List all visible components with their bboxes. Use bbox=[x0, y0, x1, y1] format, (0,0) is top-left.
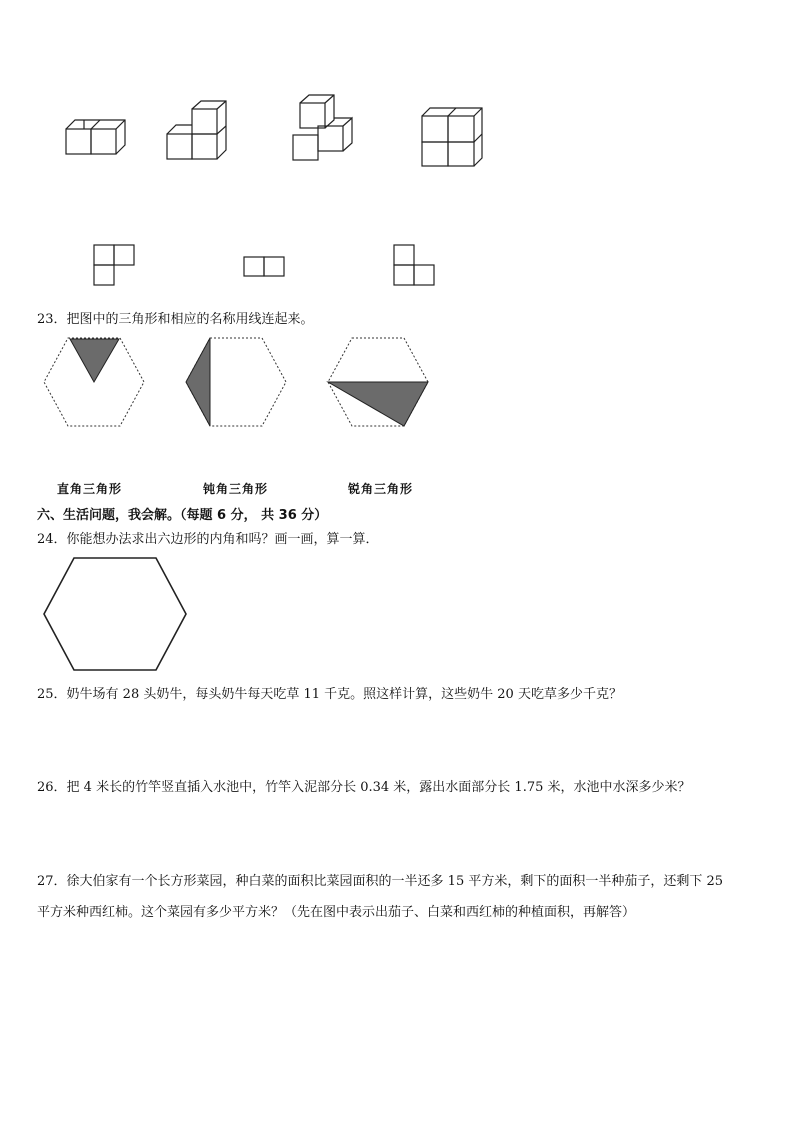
label-right-triangle: 直角三角形 bbox=[57, 482, 123, 496]
section-6-heading: 六、生活问题，我会解。（每题 6 分， 共 36 分） bbox=[37, 508, 328, 523]
question-26: 26．把 4 米长的竹竿竖直插入水池中，竹竿入泥部分长 0.34 米，露出水面部分长 1.75 米，水池中水深多少米？ bbox=[37, 780, 691, 795]
question-24: 24．你能想办法求出六边形的内角和吗？画一画，算一算． bbox=[37, 532, 379, 547]
hexagon-triangle-3 bbox=[326, 336, 430, 428]
cube-figure-4 bbox=[418, 104, 488, 169]
view-figure-2 bbox=[243, 256, 288, 278]
cube-figure-1 bbox=[60, 110, 130, 160]
label-obtuse-triangle: 钝角三角形 bbox=[203, 482, 269, 496]
question-23: 23．把图中的三角形和相应的名称用线连起来。 bbox=[37, 312, 314, 327]
cube-figure-2 bbox=[162, 100, 232, 165]
view-figure-1 bbox=[93, 244, 138, 289]
hexagon-triangle-1 bbox=[42, 336, 146, 428]
question-27-line2: 平方米种西红柿。这个菜园有多少平方米？（先在图中表示出茄子、白菜和西红柿的种植面积，再解答） bbox=[37, 905, 636, 920]
question-27-line1: 27．徐大伯家有一个长方形菜园，种白菜的面积比菜园面积的一半还多 15 平方米，剩下的面积一半种茄子，还剩下 25 bbox=[37, 874, 724, 889]
hexagon-triangle-2 bbox=[184, 336, 288, 428]
hexagon-figure bbox=[40, 556, 190, 674]
view-figure-3 bbox=[393, 244, 438, 289]
cube-figure-3 bbox=[290, 94, 365, 164]
question-25: 25．奶牛场有 28 头奶牛，每头奶牛每天吃草 11 千克。照这样计算，这些奶牛 20 天吃草多少千克？ bbox=[37, 687, 622, 702]
label-acute-triangle: 锐角三角形 bbox=[348, 482, 414, 496]
